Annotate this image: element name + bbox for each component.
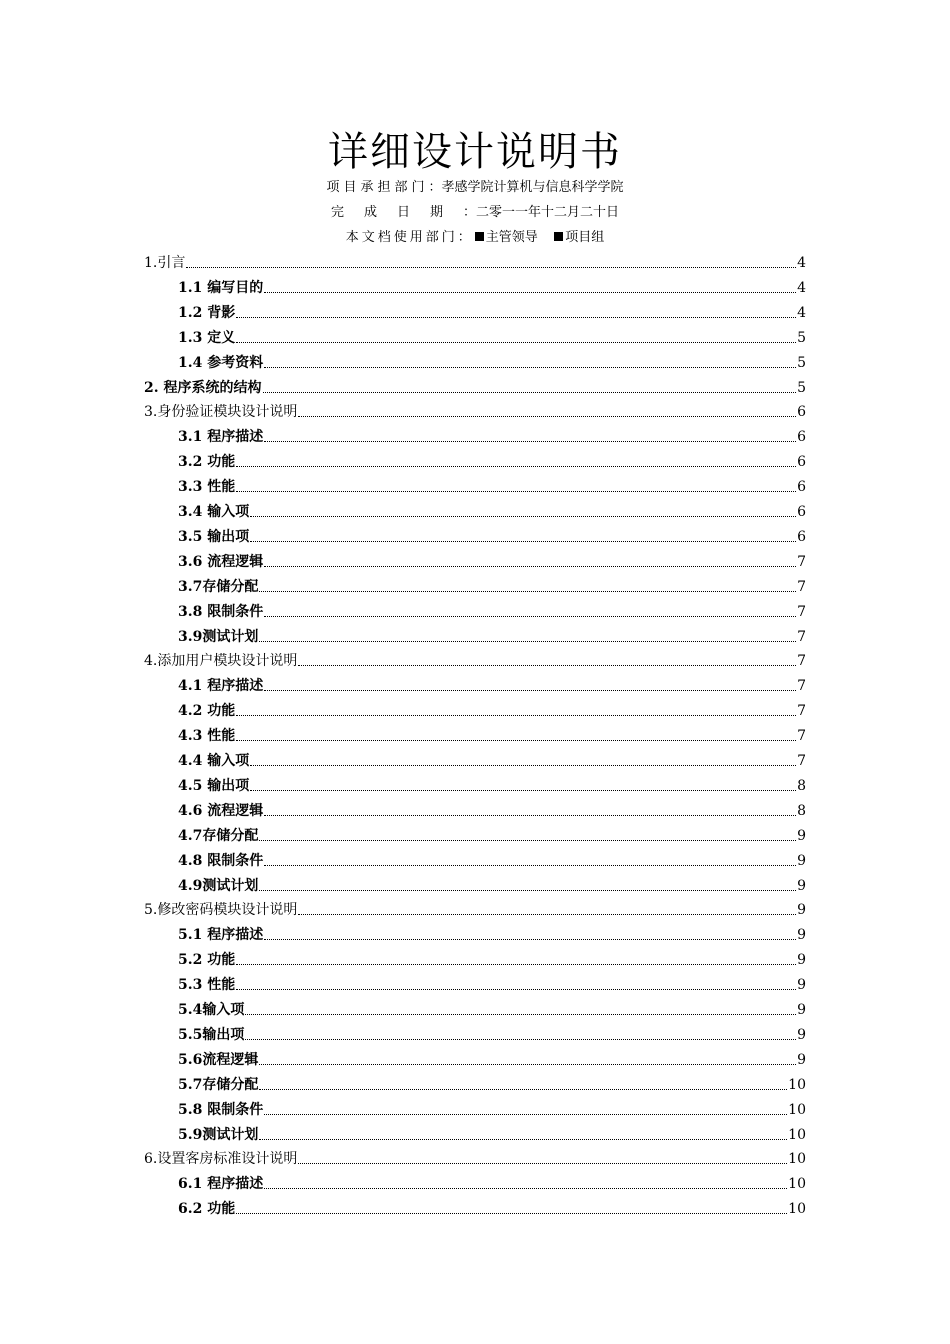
toc-entry[interactable] (178, 700, 806, 720)
meta-department: 项目承担部门：孝感学院计算机与信息科学学院 (326, 180, 624, 195)
toc-page-number: 10 (788, 1176, 806, 1193)
toc-dot-leader (298, 415, 796, 417)
toc-entry-title: 5.4输入项 (178, 1002, 245, 1018)
toc-entry[interactable] (144, 401, 806, 421)
toc-entry[interactable] (178, 551, 806, 571)
toc-entry[interactable] (178, 1173, 806, 1193)
toc-entry[interactable] (178, 277, 806, 297)
toc-entry[interactable] (178, 601, 806, 621)
toc-dot-leader (236, 714, 796, 716)
toc-entry-title: 5.3 性能 (178, 977, 236, 994)
toc-entry-title: 3.8 限制条件 (178, 603, 264, 620)
toc-dot-leader (298, 664, 796, 666)
toc-page-number: 7 (797, 653, 806, 670)
toc-entry-title: 5.9测试计划 (178, 1126, 259, 1143)
toc-entry-title: 5.1 程序描述 (178, 927, 264, 944)
toc-entry-title: 3.1 程序描述 (178, 429, 264, 446)
toc-entry-title: 5.8 限制条件 (178, 1101, 264, 1118)
toc-dot-leader (259, 590, 796, 592)
toc-page-number: 7 (797, 703, 806, 720)
toc-dot-leader (298, 913, 796, 915)
toc-page-number: 7 (797, 678, 806, 695)
toc-page-number: 8 (797, 802, 806, 819)
toc-entry-title: 5.7存储分配 (178, 1076, 259, 1093)
user-2: 项目组 (565, 230, 605, 245)
toc-page-number: 9 (797, 927, 806, 944)
toc-entry[interactable] (144, 377, 806, 397)
toc-page-number: 8 (797, 777, 806, 794)
toc-page-number: 4 (797, 279, 806, 296)
checkbox-square-icon (554, 232, 563, 241)
department-label: 项目承担部门 (326, 180, 429, 195)
meta-users: 本文档使用部门： 主管领导 项目组 (345, 230, 605, 245)
toc-page-number: 10 (788, 1201, 806, 1218)
toc-entry[interactable] (178, 1124, 806, 1144)
document-title: 详细设计说明书 (328, 129, 622, 175)
toc-page-number: 9 (797, 1026, 806, 1043)
toc-entry-title: 4.9测试计划 (178, 877, 259, 894)
toc-page-number: 4 (797, 255, 806, 271)
toc-entry-title: 4.4 输入项 (178, 753, 250, 769)
toc-page-number: 9 (797, 952, 806, 969)
toc-entry[interactable] (178, 875, 806, 895)
toc-dot-leader (264, 938, 796, 940)
toc-page-number: 4 (797, 304, 806, 321)
toc-page-number: 10 (788, 1101, 806, 1118)
toc-entry-title: 5.修改密码模块设计说明 (144, 902, 298, 919)
department-value: 孝感学院计算机与信息科学学院 (441, 180, 624, 195)
toc-entry[interactable] (178, 1099, 806, 1119)
toc-entry[interactable] (178, 426, 806, 446)
toc-entry[interactable] (178, 825, 806, 845)
toc-entry[interactable] (178, 999, 806, 1019)
toc-page-number: 7 (797, 728, 806, 745)
toc-dot-leader (236, 341, 796, 343)
toc-entry-title: 5.2 功能 (178, 952, 236, 969)
toc-page-number: 6 (797, 454, 806, 471)
toc-page-number: 5 (797, 379, 806, 396)
toc-dot-leader (236, 316, 796, 318)
toc-entry[interactable] (178, 1198, 806, 1218)
toc-dot-leader (236, 739, 796, 741)
toc-entry-title: 4.3 性能 (178, 728, 236, 745)
toc-page-number: 6 (797, 528, 806, 545)
toc-dot-leader (264, 814, 796, 816)
toc-entry-title: 5.6流程逻辑 (178, 1051, 259, 1068)
checkbox-square-icon (475, 232, 484, 241)
toc-page-number: 5 (797, 329, 806, 346)
toc-entry-title: 3.7存储分配 (178, 578, 259, 595)
toc-page-number: 7 (797, 753, 806, 769)
toc-dot-leader (236, 988, 796, 990)
toc-dot-leader (264, 440, 796, 442)
users-label: 本文档使用部门 (345, 230, 458, 245)
toc-dot-leader (250, 540, 796, 542)
toc-dot-leader (264, 689, 796, 691)
toc-entry-title: 6.2 功能 (178, 1201, 236, 1218)
toc-dot-leader (259, 1063, 796, 1065)
toc-dot-leader (245, 1013, 796, 1015)
toc-entry[interactable] (178, 949, 806, 969)
toc-dot-leader (259, 1138, 787, 1140)
toc-entry[interactable] (178, 476, 806, 496)
toc-dot-leader (259, 889, 796, 891)
toc-entry-title: 3.2 功能 (178, 454, 236, 471)
toc-entry[interactable] (178, 352, 806, 372)
toc-entry-title: 2. 程序系统的结构 (144, 379, 262, 396)
toc-entry-title: 3.5 输出项 (178, 528, 250, 545)
toc-dot-leader (264, 565, 796, 567)
toc-page-number: 9 (797, 877, 806, 894)
toc-page-number: 9 (797, 1002, 806, 1018)
toc-entry[interactable] (178, 526, 806, 546)
toc-page-number: 9 (797, 902, 806, 919)
toc-page-number: 9 (797, 977, 806, 994)
toc-dot-leader (250, 789, 796, 791)
toc-dot-leader (264, 366, 796, 368)
toc-page-number: 6 (797, 504, 806, 520)
toc-entry-title: 4.2 功能 (178, 703, 236, 720)
toc-entry-title: 4.6 流程逻辑 (178, 802, 264, 819)
toc-dot-leader (264, 864, 796, 866)
toc-page-number: 6 (797, 429, 806, 446)
toc-entry-title: 6.设置客房标准设计说明 (144, 1151, 298, 1168)
date-label: 完成日期 (330, 205, 463, 220)
toc-entry[interactable] (178, 924, 806, 944)
toc-entry-title: 1.2 背影 (178, 304, 236, 321)
toc-entry-title: 3.6 流程逻辑 (178, 553, 264, 570)
toc-entry[interactable] (144, 252, 806, 272)
toc-entry[interactable] (178, 750, 806, 770)
toc-entry-title: 1.引言 (144, 255, 186, 271)
toc-entry[interactable] (178, 626, 806, 646)
toc-entry[interactable] (144, 899, 806, 919)
toc-entry[interactable] (178, 327, 806, 347)
toc-entry[interactable] (178, 675, 806, 695)
toc-entry-title: 1.3 定义 (178, 329, 236, 346)
toc-dot-leader (264, 291, 796, 293)
meta-date: 完成日期：二零一一年十二月二十日 (330, 205, 620, 220)
toc-entry[interactable] (144, 650, 806, 670)
toc-entry-title: 6.1 程序描述 (178, 1176, 264, 1193)
toc-entry-title: 3.3 性能 (178, 479, 236, 496)
toc-entry-title: 1.1 编写目的 (178, 279, 264, 296)
toc-dot-leader (236, 1212, 787, 1214)
toc-entry[interactable] (178, 725, 806, 745)
toc-entry[interactable] (178, 302, 806, 322)
toc-dot-leader (298, 1162, 787, 1164)
toc-entry[interactable] (178, 775, 806, 795)
toc-entry[interactable] (178, 501, 806, 521)
toc-page-number: 6 (797, 404, 806, 421)
toc-entry[interactable] (178, 1049, 806, 1069)
toc-page-number: 9 (797, 1051, 806, 1068)
toc-page-number: 10 (788, 1151, 806, 1168)
toc-entry-title: 3.身份验证模块设计说明 (144, 404, 298, 421)
toc-entry[interactable] (178, 1074, 806, 1094)
toc-entry-title: 4.添加用户模块设计说明 (144, 653, 298, 670)
toc-dot-leader (186, 266, 796, 268)
toc-dot-leader (264, 1113, 787, 1115)
user-1: 主管领导 (485, 230, 538, 245)
toc-entry[interactable] (178, 850, 806, 870)
toc-entry-title: 3.9测试计划 (178, 628, 259, 645)
toc-dot-leader (245, 1038, 796, 1040)
toc-dot-leader (236, 465, 796, 467)
toc-entry-title: 4.7存储分配 (178, 827, 259, 844)
toc-entry[interactable] (178, 974, 806, 994)
toc-entry-title: 1.4 参考资料 (178, 354, 264, 371)
toc-dot-leader (250, 515, 796, 517)
toc-entry[interactable] (178, 1024, 806, 1044)
toc-page-number: 6 (797, 479, 806, 496)
toc-dot-leader (236, 490, 796, 492)
toc-entry-title: 4.8 限制条件 (178, 852, 264, 869)
toc-dot-leader (236, 963, 796, 965)
toc-dot-leader (263, 391, 797, 393)
toc-entry[interactable] (178, 576, 806, 596)
toc-page-number: 9 (797, 852, 806, 869)
toc-entry-title: 4.5 输出项 (178, 777, 250, 794)
toc-dot-leader (259, 640, 796, 642)
toc-page-number: 9 (797, 827, 806, 844)
toc-dot-leader (264, 615, 796, 617)
toc-entry-title: 4.1 程序描述 (178, 678, 264, 695)
toc-dot-leader (264, 1187, 787, 1189)
toc-dot-leader (259, 1088, 787, 1090)
date-value: 二零一一年十二月二十日 (476, 205, 620, 220)
toc-page-number: 7 (797, 628, 806, 645)
toc-dot-leader (250, 764, 796, 766)
toc-entry-title: 3.4 输入项 (178, 504, 250, 520)
toc-page-number: 10 (788, 1126, 806, 1143)
toc-page-number: 5 (797, 354, 806, 371)
toc-page-number: 7 (797, 603, 806, 620)
toc-page-number: 7 (797, 553, 806, 570)
toc-entry[interactable] (178, 800, 806, 820)
toc-entry-title: 5.5输出项 (178, 1026, 245, 1043)
toc-page-number: 7 (797, 578, 806, 595)
toc-entry[interactable] (144, 1148, 806, 1168)
toc-page-number: 10 (788, 1076, 806, 1093)
toc-entry[interactable] (178, 451, 806, 471)
toc-dot-leader (259, 839, 796, 841)
